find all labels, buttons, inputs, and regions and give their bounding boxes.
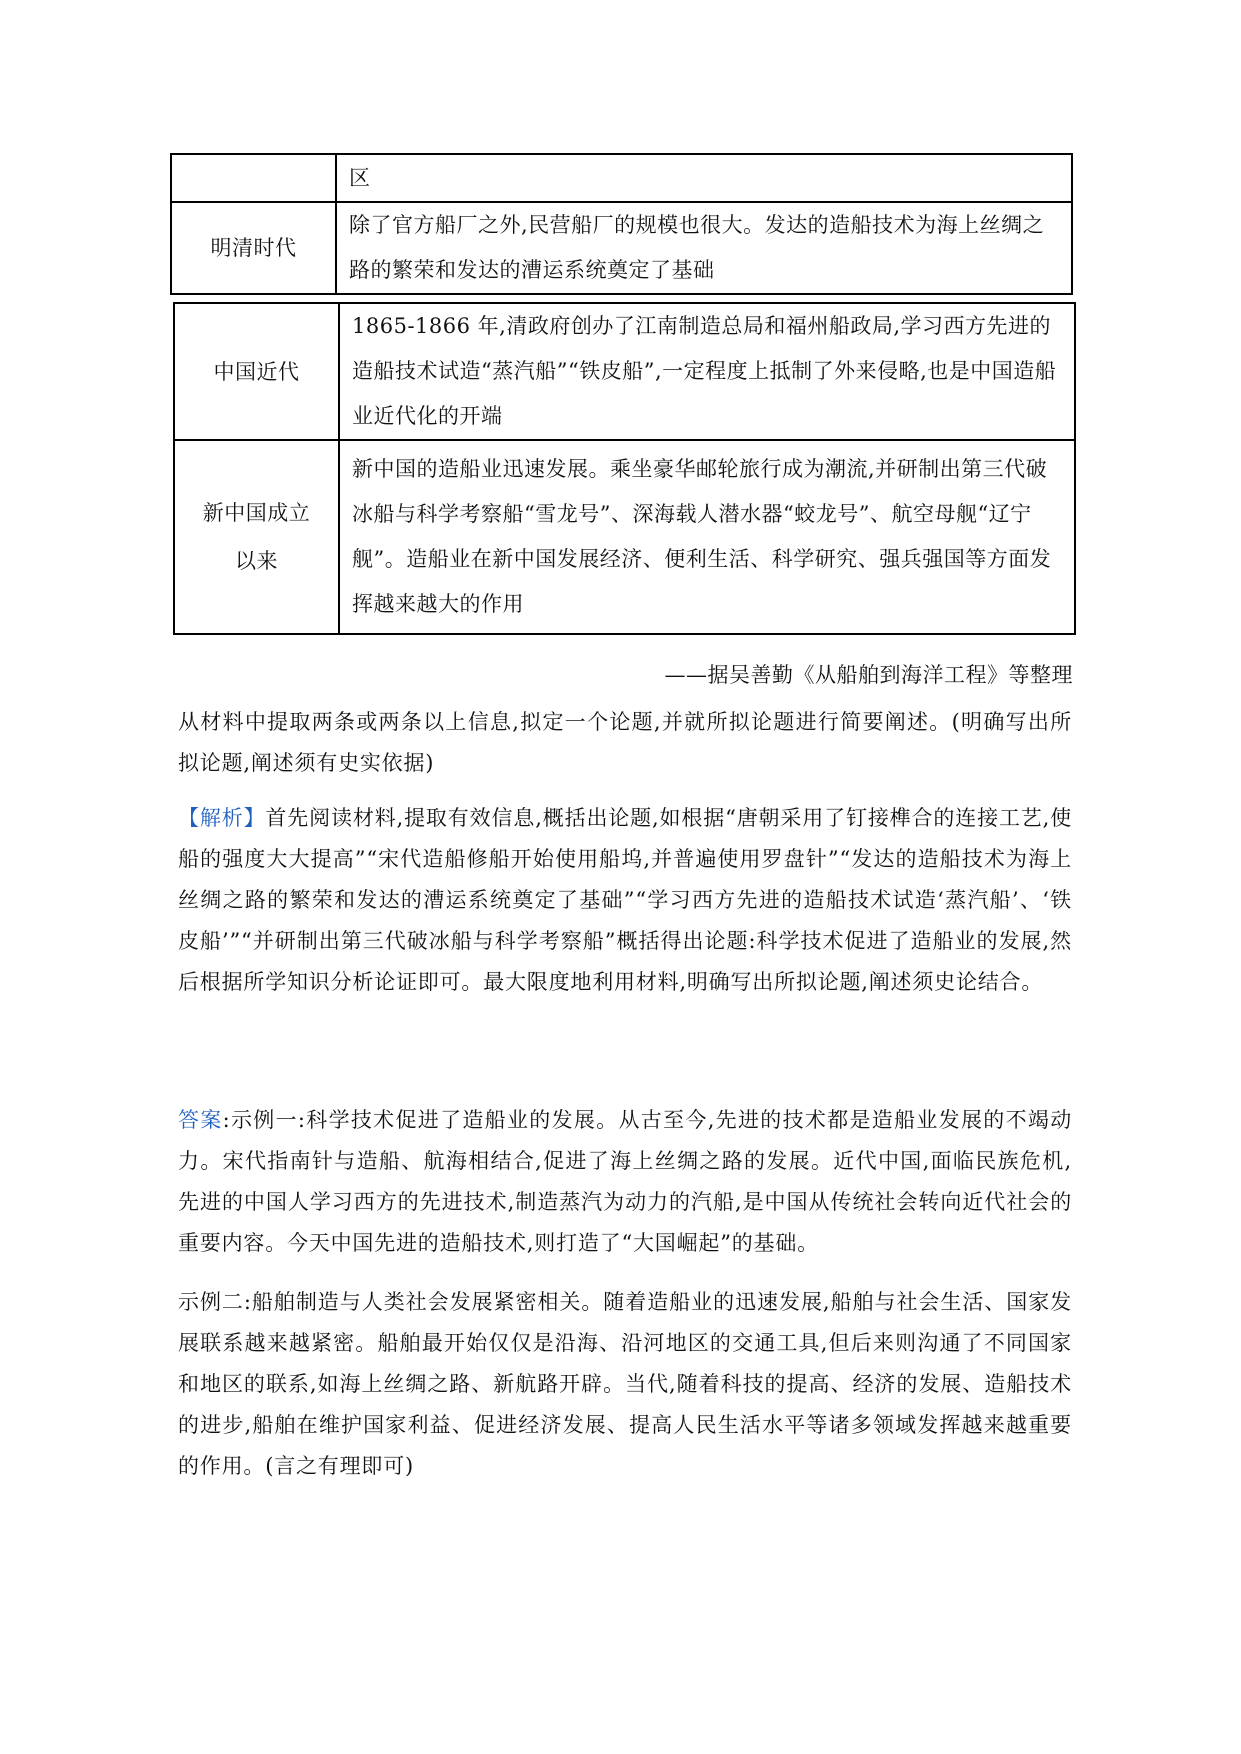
answer-text: :示例一:科学技术促进了造船业的发展。从古至今,先进的技术都是造船业发展的不竭动力。宋代指南针与造船、航海相结合,促进了海上丝绸之路的发展。近代中国,面临民族危机,先进的中国人学习西方的先进技术,制造蒸汽为动力的汽船,是中国从传统社会转向近代社会的重要内容。今天中国先进的造船技术,则打造了“大国崛起”的基础。 [178, 1108, 1072, 1255]
analysis-text: 首先阅读材料,提取有效信息,概括出论题,如根据“唐朝采用了钉接榫合的连接工艺,使船的强度大大提高”“宋代造船修船开始使用船坞,并普遍使用罗盘针”“发达的造船技术为海上丝绸之路的繁荣和发达的漕运系统奠定了基础”“学习西方先进的造船技术试造‘蒸汽船’、‘铁皮船’”“并研制出第三代破冰船与科学考察船”概括得出论题:科学技术促进了造船业的发展,然后根据所学知识分析论证即可。最大限度地利用材料,明确写出所拟论题,阐述须史论结合。 [178, 806, 1072, 994]
analysis-label: 【解析】 [178, 806, 266, 830]
era-cell [171, 154, 336, 202]
desc-cell: 除了官方船厂之外,民营船厂的规模也很大。发达的造船技术为海上丝绸之路的繁荣和发达的漕运系统奠定了基础 [336, 202, 1072, 294]
analysis-paragraph [178, 798, 1072, 1003]
table-row [171, 202, 1072, 294]
table-row [174, 303, 1075, 440]
era-cell: 新中国成立以来 [174, 440, 339, 634]
era-cell: 中国近代 [174, 303, 339, 440]
history-table-top [170, 153, 1073, 295]
answer-paragraph [178, 1100, 1072, 1264]
desc-cell: 1865-1866 年,清政府创办了江南制造总局和福州船政局,学习西方先进的造船技术试造“蒸汽船”“铁皮船”,一定程度上抵制了外来侵略,也是中国造船业近代化的开端 [339, 303, 1075, 440]
era-cell: 明清时代 [171, 202, 336, 294]
desc-cell: 新中国的造船业迅速发展。乘坐豪华邮轮旅行成为潮流,并研制出第三代破冰船与科学考察船“雪龙号”、深海载人潜水器“蛟龙号”、航空母舰“辽宁舰”。造船业在新中国发展经济、便利生活、科学研究、强兵强国等方面发挥越来越大的作用 [339, 440, 1075, 634]
answer-label: 答案 [178, 1108, 223, 1132]
table-row [174, 440, 1075, 634]
example-two-paragraph: 示例二:船舶制造与人类社会发展紧密相关。随着造船业的迅速发展,船舶与社会生活、国家发展联系越来越紧密。船舶最开始仅仅是沿海、沿河地区的交通工具,但后来则沟通了不同国家和地区的联系,如海上丝绸之路、新航路开辟。当代,随着科技的提高、经济的发展、造船技术的进步,船舶在维护国家利益、促进经济发展、提高人民生活水平等诸多领域发挥越来越重要的作用。(言之有理即可) [178, 1290, 1072, 1478]
desc-cell: 区 [336, 154, 1072, 202]
question-text: 从材料中提取两条或两条以上信息,拟定一个论题,并就所拟论题进行简要阐述。(明确写出所拟论题,阐述须有史实依据) [178, 710, 1072, 775]
source-citation: ——据吴善勤《从船舶到海洋工程》等整理 [664, 663, 1073, 687]
table-row [171, 154, 1072, 202]
history-table-bottom [173, 302, 1076, 635]
